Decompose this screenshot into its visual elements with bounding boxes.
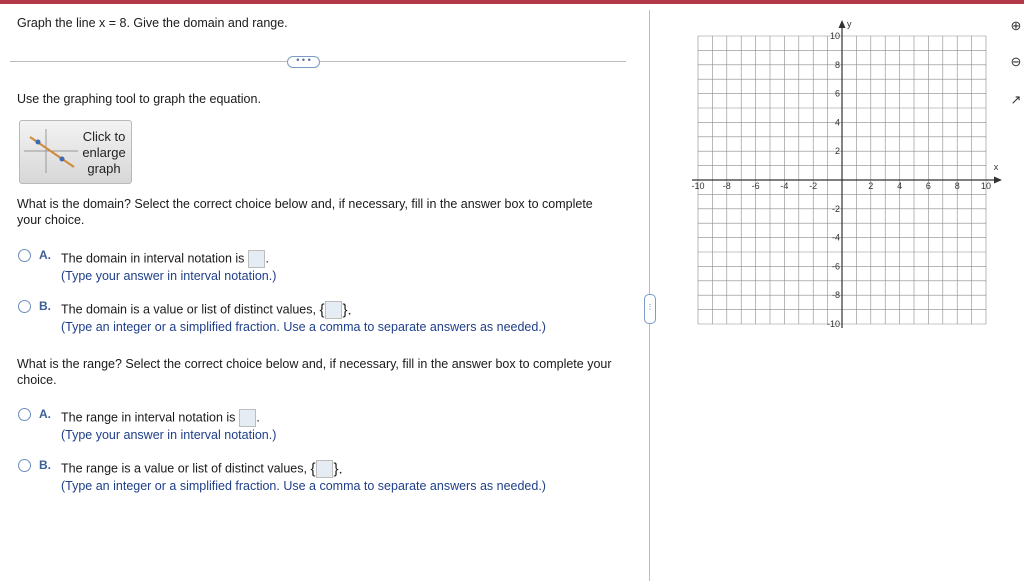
x-tick-label: -10 xyxy=(691,181,705,191)
domain-values-input[interactable] xyxy=(325,301,342,319)
domain-prompt: What is the domain? Select the correct choice below and, if necessary, fill in the answer box to complete your choice. xyxy=(17,197,593,227)
coordinate-grid[interactable] xyxy=(684,18,1004,338)
y-tick-label: -8 xyxy=(831,290,840,301)
choice-text: The domain in interval notation is . xyxy=(61,250,269,268)
range-prompt: What is the range? Select the correct choice below and, if necessary, fill in the answer box to complete your choice. xyxy=(17,357,612,387)
zoom-out-icon[interactable]: ⊖ xyxy=(1010,54,1022,69)
choice-text: The range in interval notation is . xyxy=(61,409,260,427)
x-axis-label: x xyxy=(993,162,999,172)
x-tick-label: 6 xyxy=(925,181,931,191)
choice-letter: B. xyxy=(39,299,51,313)
y-tick-label: -2 xyxy=(831,203,840,214)
question-pane xyxy=(0,4,648,581)
domain-radio-b[interactable] xyxy=(18,300,31,313)
choice-text: The range is a value or list of distinct values, { }. xyxy=(61,460,343,478)
y-tick-label: -6 xyxy=(831,261,840,272)
x-tick-label: 2 xyxy=(868,181,874,191)
zoom-in-icon[interactable]: ⊕ xyxy=(1010,18,1022,33)
y-axis-arrow xyxy=(839,20,846,28)
range-radio-b[interactable] xyxy=(18,459,31,472)
graph-thumbnail-icon xyxy=(24,127,78,175)
instruction-text: Use the graphing tool to graph the equation. xyxy=(17,92,261,106)
y-tick-label: -10 xyxy=(826,319,840,329)
question-title: Graph the line x = 8. Give the domain and range. xyxy=(17,16,288,30)
y-tick-label: -4 xyxy=(831,232,840,243)
x-tick-label: 10 xyxy=(980,181,992,191)
range-radio-a[interactable] xyxy=(18,408,31,421)
domain-interval-input[interactable] xyxy=(248,250,265,268)
domain-radio-a[interactable] xyxy=(18,249,31,262)
more-button[interactable]: • • • xyxy=(287,56,320,68)
y-tick-label: 4 xyxy=(834,117,840,128)
choice-letter: A. xyxy=(39,407,51,421)
x-tick-label: 4 xyxy=(897,181,903,191)
choice-hint: (Type your answer in interval notation.) xyxy=(61,428,277,442)
y-tick-label: 10 xyxy=(829,31,840,41)
x-axis-arrow xyxy=(994,177,1002,184)
external-link-icon[interactable]: ↗ xyxy=(1010,92,1022,107)
x-tick-label: -2 xyxy=(809,181,818,191)
y-tick-label: 6 xyxy=(834,88,840,99)
choice-text: The domain is a value or list of distinct values, { }. xyxy=(61,301,352,319)
choice-hint: (Type an integer or a simplified fraction. Use a comma to separate answers as needed.) xyxy=(61,479,546,493)
x-tick-label: -8 xyxy=(722,181,731,191)
choice-letter: A. xyxy=(39,248,51,262)
y-tick-label: 2 xyxy=(834,146,840,157)
choice-hint: (Type your answer in interval notation.) xyxy=(61,269,277,283)
y-axis-label: y xyxy=(847,19,852,29)
enlarge-graph-button[interactable] xyxy=(19,120,132,184)
range-values-input[interactable] xyxy=(316,460,333,478)
x-tick-label: -4 xyxy=(780,181,789,191)
x-tick-label: -6 xyxy=(751,181,760,191)
pane-resize-handle[interactable]: ⋮ xyxy=(644,294,656,324)
choice-hint: (Type an integer or a simplified fraction. Use a comma to separate answers as needed.) xyxy=(61,320,546,334)
y-tick-label: 8 xyxy=(834,59,840,70)
choice-letter: B. xyxy=(39,458,51,472)
x-tick-label: 8 xyxy=(954,181,960,191)
enlarge-label: Click to enlarge graph xyxy=(82,129,126,176)
range-interval-input[interactable] xyxy=(239,409,256,427)
